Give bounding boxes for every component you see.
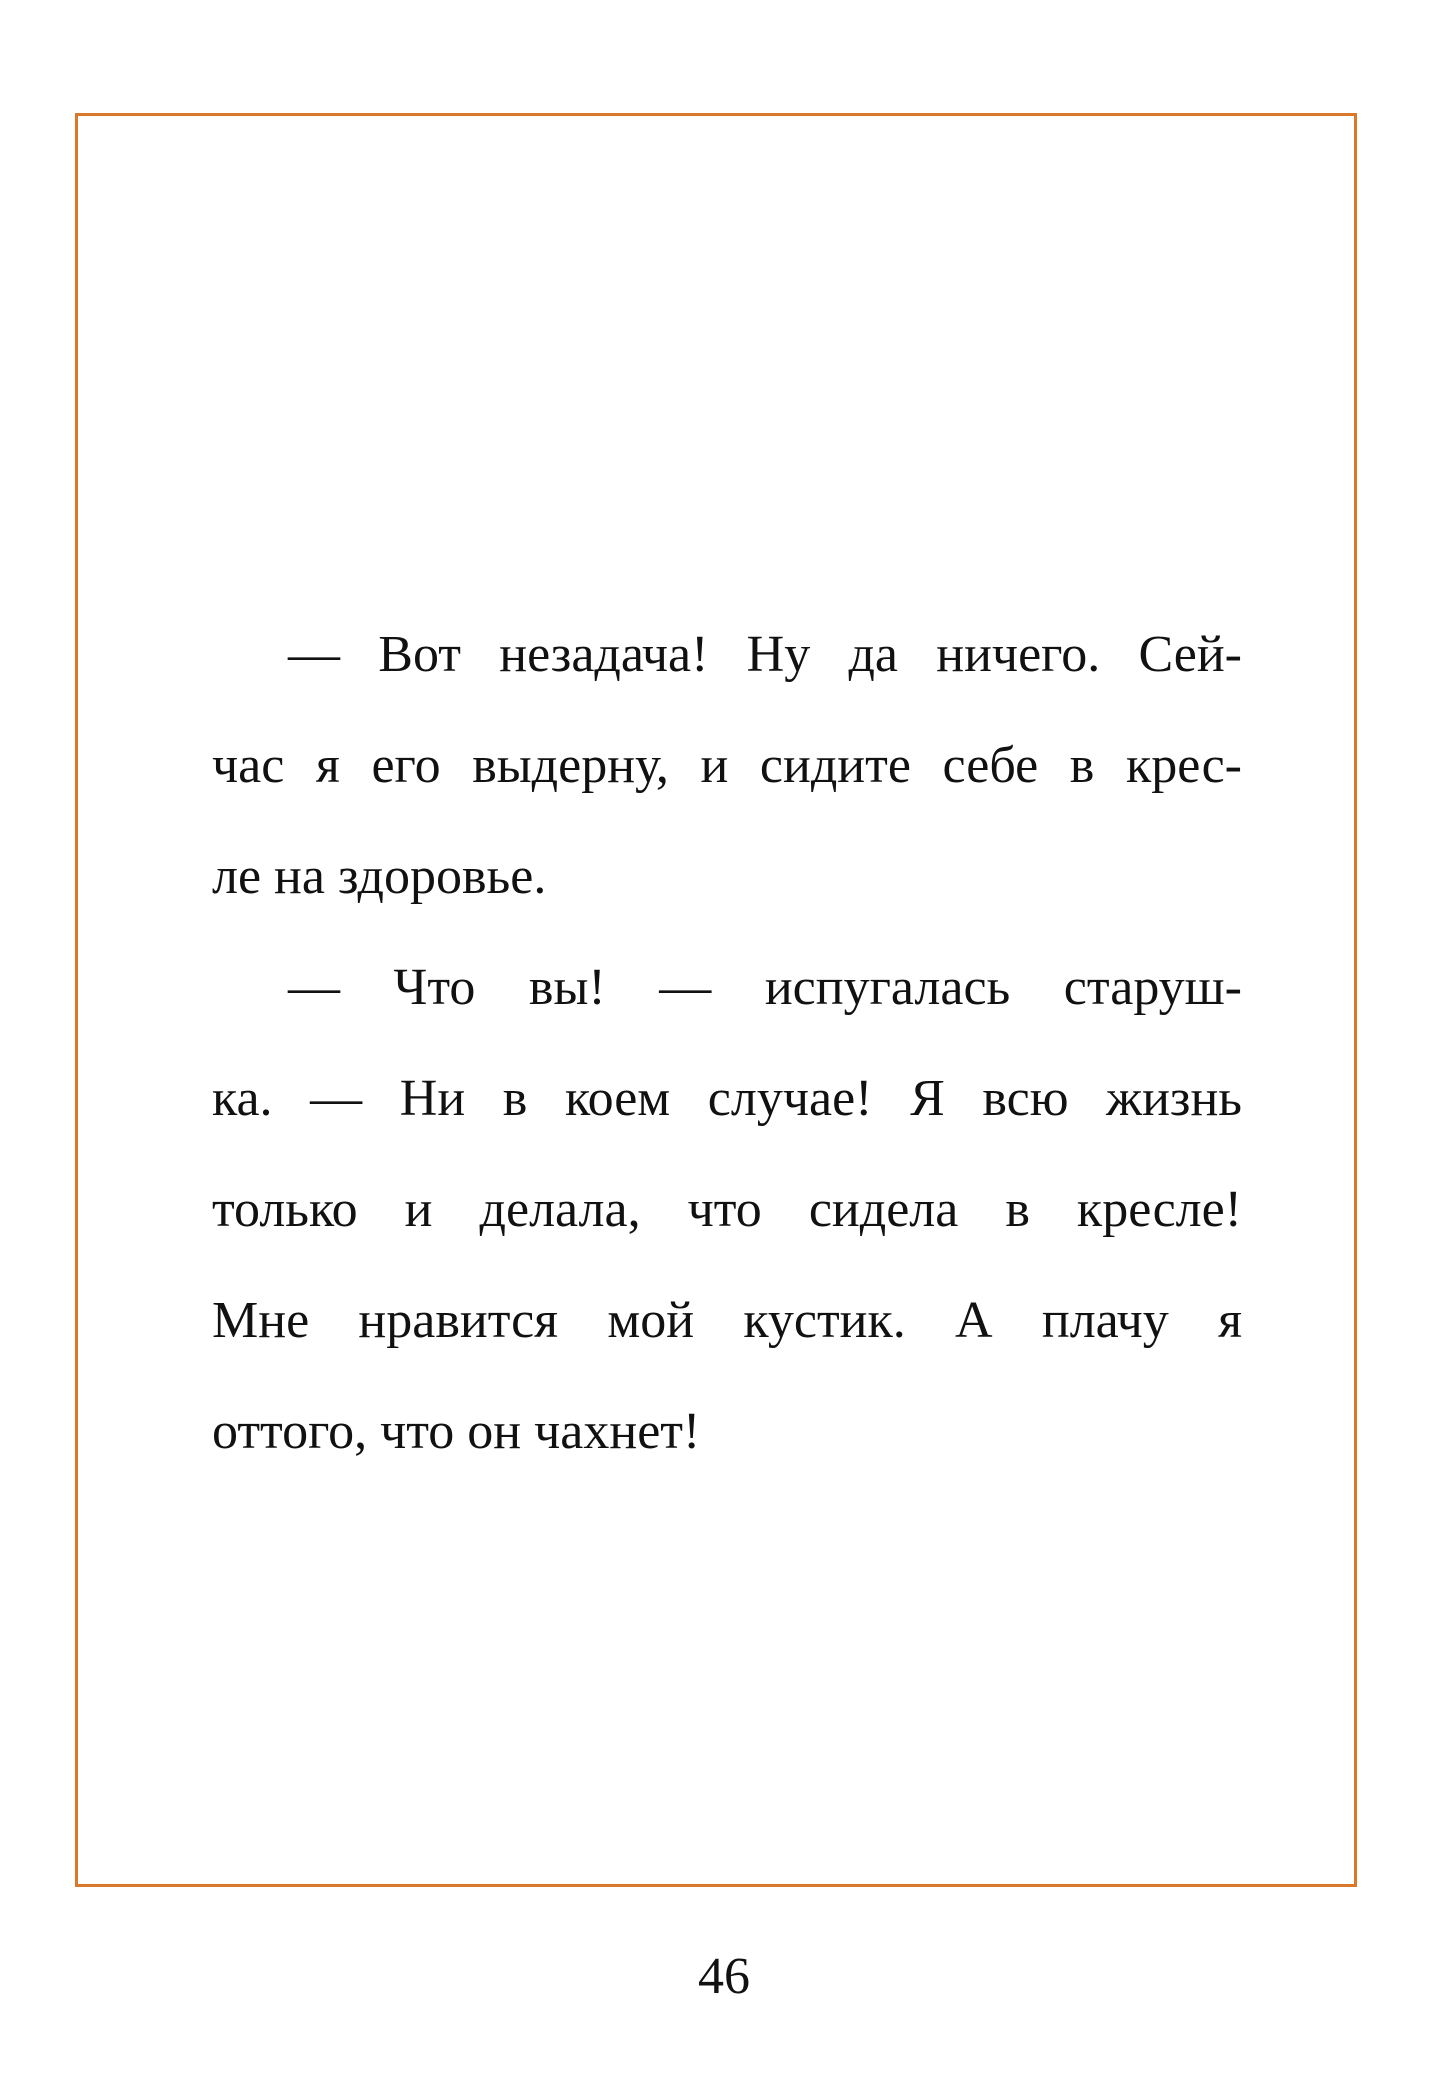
text-line: ка. — Ни в коем случае! Я всю жизнь — [212, 1070, 1242, 1127]
text-line: — Что вы! — испугалась старуш- — [288, 959, 1242, 1016]
text-line: только и делала, что сидела в кресле! — [212, 1181, 1242, 1238]
text-line: час я его выдерну, и сидите себе в крес- — [212, 737, 1242, 794]
text-line: оттого, что он чахнет! — [212, 1403, 701, 1460]
text-line: ле на здоровье. — [212, 848, 547, 905]
body-text — [212, 615, 1242, 1503]
text-line: Мне нравится мой кустик. А плачу я — [212, 1292, 1242, 1349]
page-number: 46 — [698, 1948, 750, 2005]
text-line: — Вот незадача! Ну да ничего. Сей- — [288, 626, 1242, 683]
